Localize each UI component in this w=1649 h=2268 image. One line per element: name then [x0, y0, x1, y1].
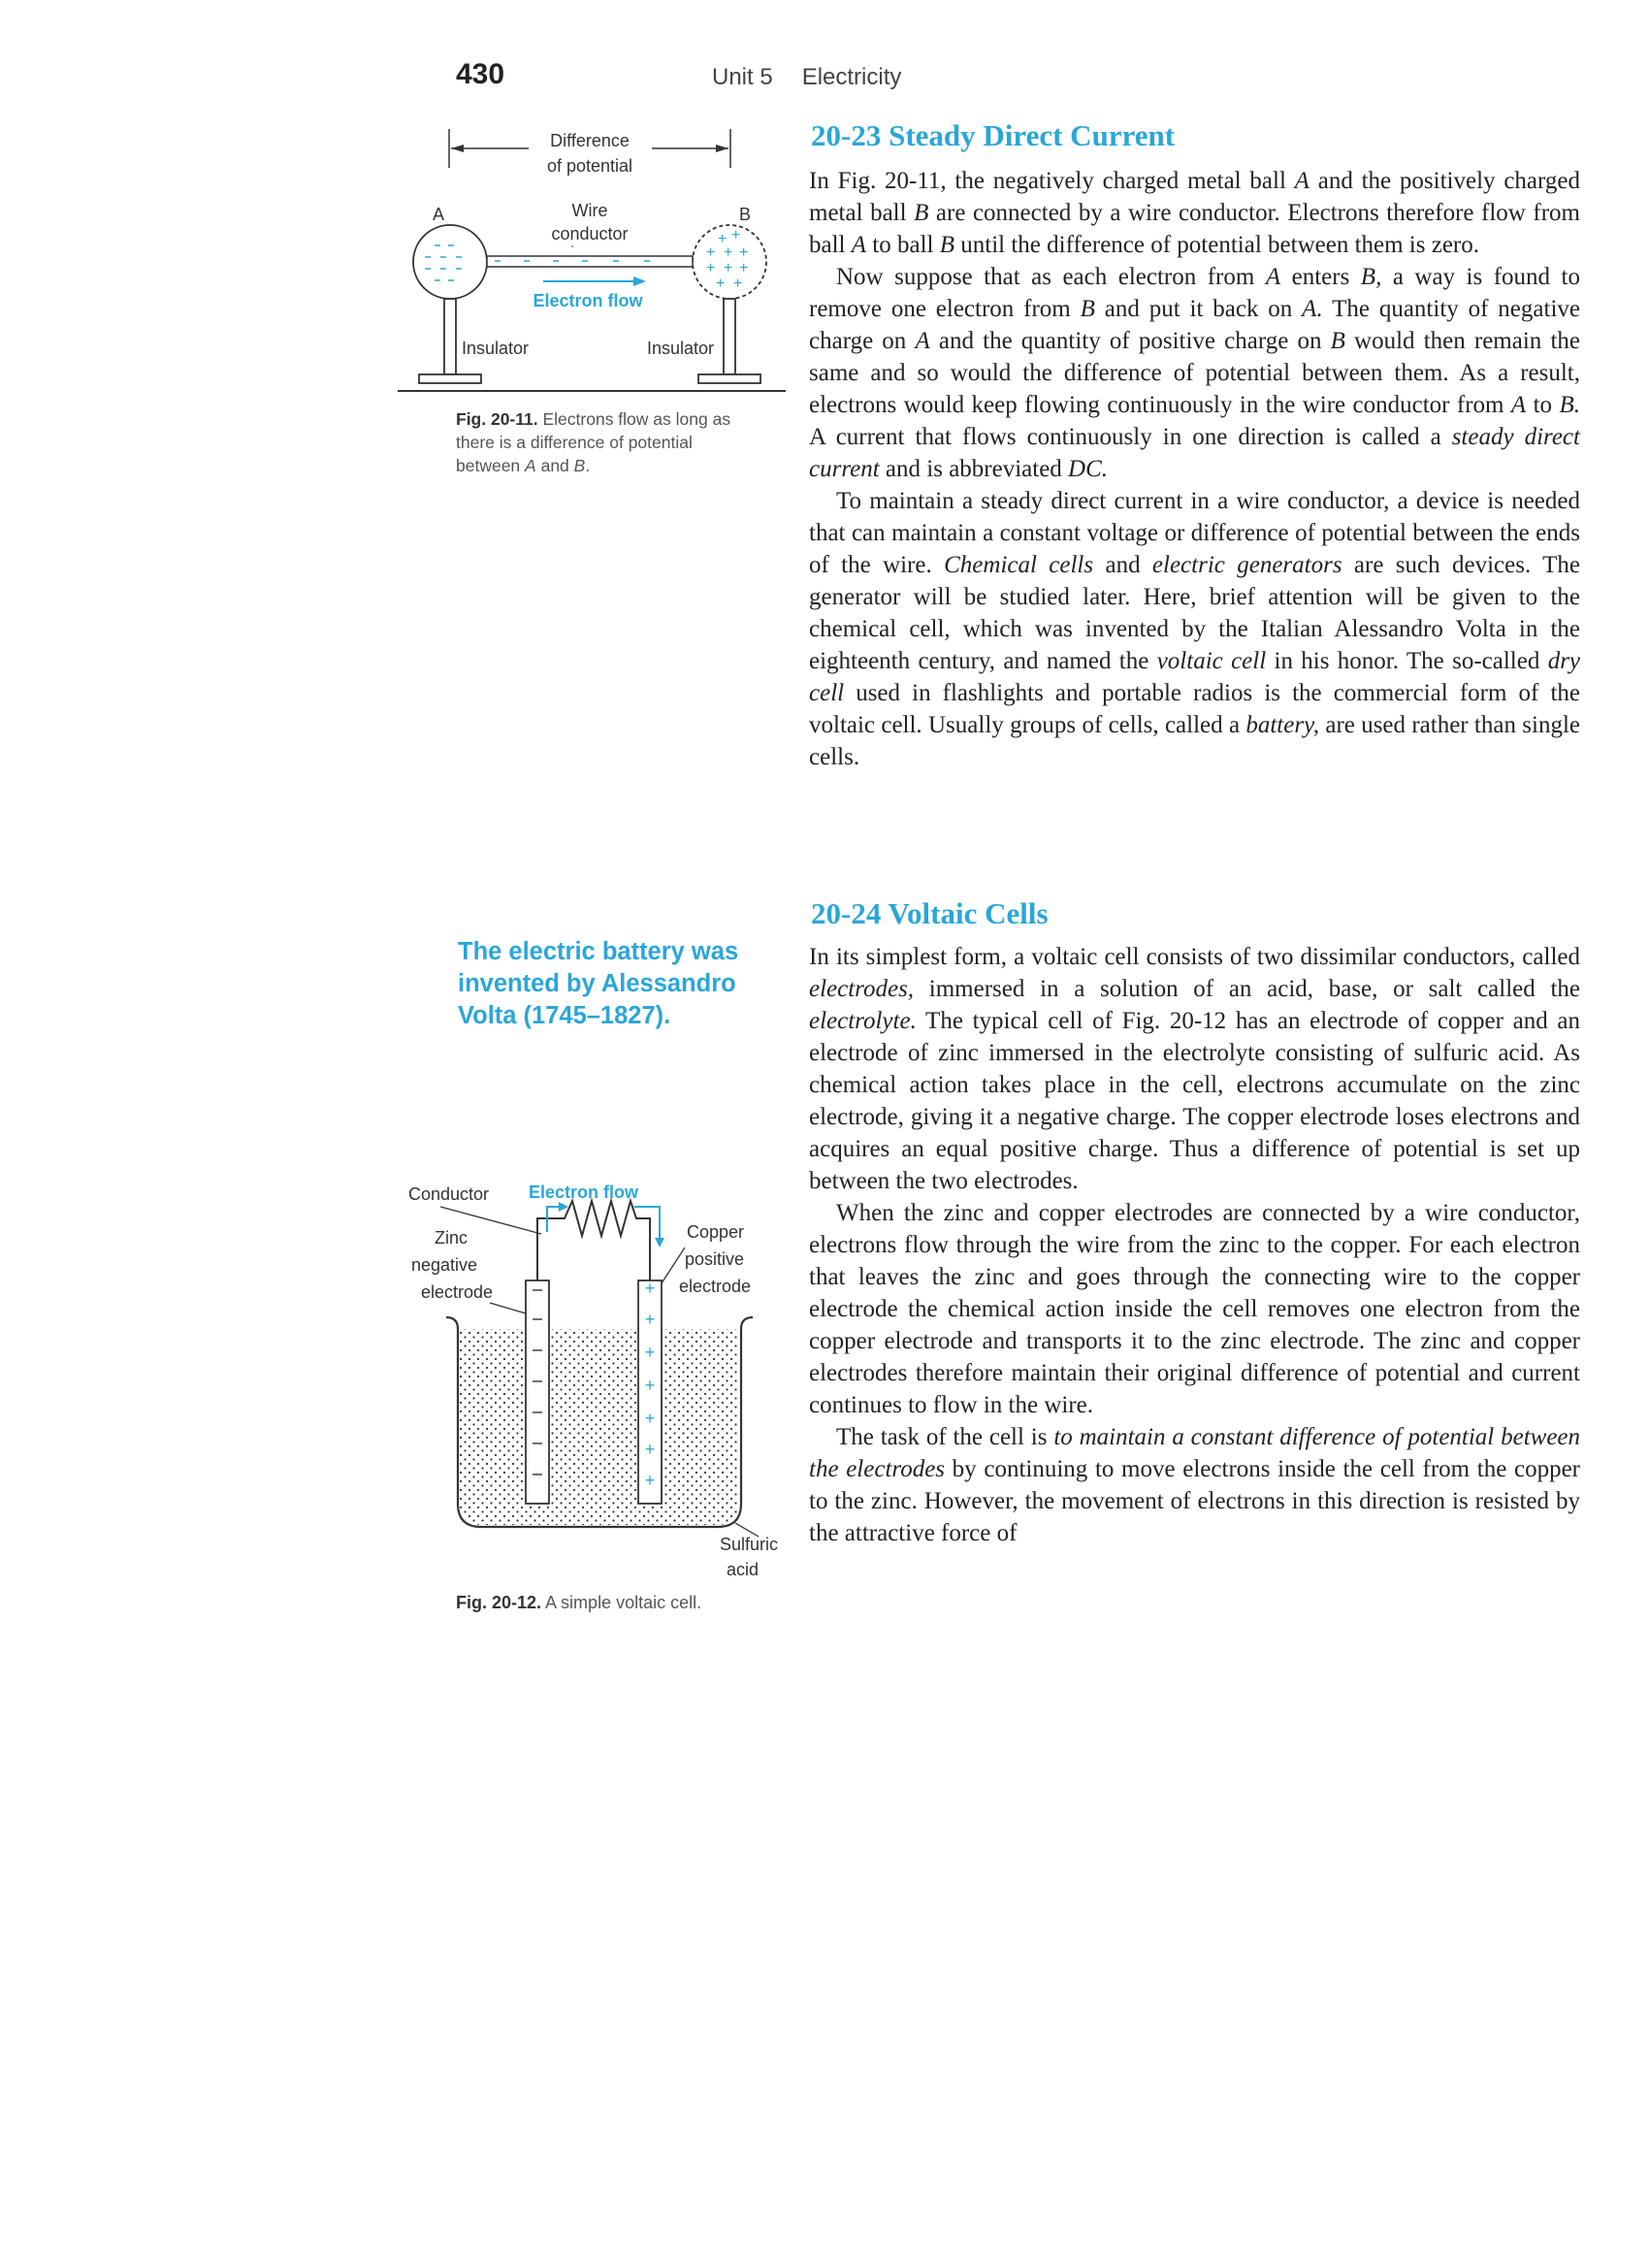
- zinc-label-2: negative: [411, 1255, 478, 1275]
- difference-label-2: of potential: [546, 156, 633, 176]
- acid-label-2: acid: [726, 1560, 759, 1579]
- ball-a-label: A: [433, 205, 445, 224]
- italic-term: Chemical cells: [944, 552, 1094, 578]
- italic-term: B.: [1559, 392, 1580, 418]
- copper-label-3: electrode: [679, 1277, 752, 1296]
- figure-20-11: [398, 121, 786, 403]
- wire-label-1: Wire: [571, 201, 608, 220]
- svg-text:+: +: [644, 1376, 656, 1395]
- wire-conductor: [487, 256, 693, 267]
- svg-text:+: +: [644, 1440, 656, 1459]
- insulator-right-label: Insulator: [646, 339, 714, 358]
- italic-term: A.: [1302, 296, 1323, 322]
- figure-20-12: [398, 1174, 786, 1591]
- running-head: [712, 64, 901, 91]
- italic-term: A: [915, 328, 930, 354]
- svg-text:+: +: [644, 1279, 656, 1298]
- svg-text:+: +: [706, 260, 716, 276]
- svg-text:+: +: [733, 275, 743, 292]
- italic-term: voltaic cell: [1156, 648, 1267, 674]
- figure-20-11-caption-label: Fig. 20-11.: [456, 409, 538, 429]
- svg-text:+: +: [724, 244, 733, 261]
- figure-20-12-caption: [456, 1591, 786, 1614]
- zinc-electrode: [526, 1280, 549, 1504]
- difference-label-1: Difference: [550, 131, 630, 150]
- figure-20-12-caption-text: A simple voltaic cell.: [545, 1593, 702, 1612]
- ball-b-label: B: [739, 205, 752, 224]
- electron-flow-label-2: Electron flow: [529, 1183, 639, 1202]
- page-number: 430: [456, 58, 505, 90]
- sulfuric-acid: [460, 1329, 739, 1525]
- italic-term: electrolyte.: [809, 1008, 917, 1034]
- insulator-left-label: Insulator: [462, 339, 530, 358]
- figure-20-12-caption-label: Fig. 20-12.: [456, 1593, 542, 1612]
- svg-text:+: +: [706, 244, 716, 261]
- svg-text:+: +: [731, 227, 741, 243]
- italic-term: electric generators: [1151, 552, 1342, 578]
- italic-term: battery,: [1245, 712, 1320, 738]
- italic-term: dry cell: [809, 648, 1581, 706]
- figure-20-11-caption-text: Electrons flow as long as there is a difference of potential between A and B.: [456, 409, 731, 475]
- paragraph: The task of the cell is to maintain a constant difference of potential between the electrodes by continuing to move electrons inside the cell from the copper to the zinc. However, the movement of electrons in this direction is resisted by the attractive force of: [809, 1424, 1581, 1546]
- svg-text:+: +: [644, 1409, 656, 1428]
- margin-note: The electric battery was invented by Alessandro Volta (1745–1827).: [458, 938, 739, 1029]
- wire-label-2: conductor: [551, 224, 629, 243]
- paragraph: Now suppose that as each electron from A enters B, a way is found to remove one electron from B and put it back on A. The quantity of negative charge on A and the quantity of positive charge on B would then remain the same and so would the difference of potential between them. As a result, electrons would keep flowing continuously in the wire conductor from A to B. A current that flows continuously in one direction is called a steady direct current and is abbreviated DC.: [809, 264, 1580, 482]
- section-20-23-body: [809, 165, 1580, 773]
- zinc-label-1: Zinc: [435, 1228, 469, 1247]
- section-heading-20-24: 20-24 Voltaic Cells: [811, 896, 1049, 930]
- svg-text:+: +: [644, 1471, 656, 1490]
- paragraph: To maintain a steady direct current in a wire conductor, a device is needed that can maintain a constant voltage or difference of potential between the ends of the wire. Chemical cells and electric generators are such devices. The generator will be studied later. Here, brief attention will be given to the chemical cell, which was invented by the Italian Alessandro Volta in the eighteenth century, and named the voltaic cell in his honor. The so-called dry cell used in flashlights and portable radios is the commercial form of the voltaic cell. Usually groups of cells, called a battery, are used rather than single cells.: [809, 488, 1581, 770]
- svg-text:+: +: [718, 231, 728, 247]
- section-heading-20-23: 20-23 Steady Direct Current: [811, 118, 1176, 152]
- italic-term: B: [914, 200, 929, 226]
- figure-20-11-caption: [456, 407, 737, 477]
- italic-term: A: [1510, 392, 1527, 418]
- section-20-24-body: [809, 941, 1580, 1549]
- ball-a: [413, 225, 487, 299]
- svg-text:+: +: [739, 244, 749, 261]
- unit-label: Unit 5: [712, 64, 773, 90]
- svg-text:+: +: [724, 260, 733, 276]
- svg-text:+: +: [644, 1343, 656, 1362]
- paragraph: In its simplest form, a voltaic cell consists of two dissimilar conductors, called electrodes, immersed in a solution of an acid, base, or salt called the electrolyte. The typical cell of Fig. 20-12 has an electrode of copper and an electrode of zinc immersed in the electrolyte consisting of sulfuric acid. As chemical action takes place in the cell, electrons accumulate on the zinc electrode, giving it a negative charge. The copper electrode loses electrons and acquires an equal positive charge. Thus a difference of potential is set up between the two electrodes.: [809, 944, 1580, 1194]
- italic-term: DC.: [1068, 456, 1109, 482]
- italic-term: steady direct current: [809, 424, 1580, 482]
- paragraph: In Fig. 20-11, the negatively charged metal ball A and the positively charged metal ball B are connected by a wire conductor. Electrons therefore flow from ball A to ball B until the difference of potential between them is zero.: [809, 168, 1580, 258]
- copper-label-2: positive: [685, 1249, 745, 1269]
- conductor-label: Conductor: [408, 1184, 490, 1204]
- paragraph: When the zinc and copper electrodes are connected by a wire conductor, electrons flow through the wire from the zinc to the copper. For each electron that leaves the zinc and goes through the connecting wire to the copper electrode the chemical action inside the cell removes one electron from the copper electrode and transports it to the zinc electrode. The zinc and copper electrodes therefore maintain their original difference of potential and current continues to flow in the wire.: [809, 1200, 1580, 1418]
- acid-label-1: Sulfuric: [719, 1535, 778, 1554]
- svg-text:+: +: [716, 275, 726, 292]
- italic-term: B: [1080, 296, 1095, 322]
- italic-term: B,: [1360, 264, 1382, 290]
- italic-term: B: [939, 232, 954, 258]
- italic-term: B: [1330, 328, 1345, 354]
- copper-label-1: Copper: [687, 1222, 745, 1242]
- italic-term: A: [1265, 264, 1281, 290]
- zinc-label-3: electrode: [421, 1282, 494, 1302]
- subject-label: Electricity: [801, 64, 902, 90]
- svg-text:+: +: [739, 260, 749, 276]
- electron-flow-label: Electron flow: [533, 291, 643, 310]
- italic-term: electrodes,: [809, 976, 915, 1002]
- italic-term: to maintain a constant difference of potential between the electrodes: [809, 1424, 1581, 1482]
- italic-term: A: [1294, 168, 1310, 194]
- italic-term: A: [851, 232, 867, 258]
- svg-text:+: +: [644, 1310, 656, 1329]
- conductor-wire: [537, 1201, 650, 1280]
